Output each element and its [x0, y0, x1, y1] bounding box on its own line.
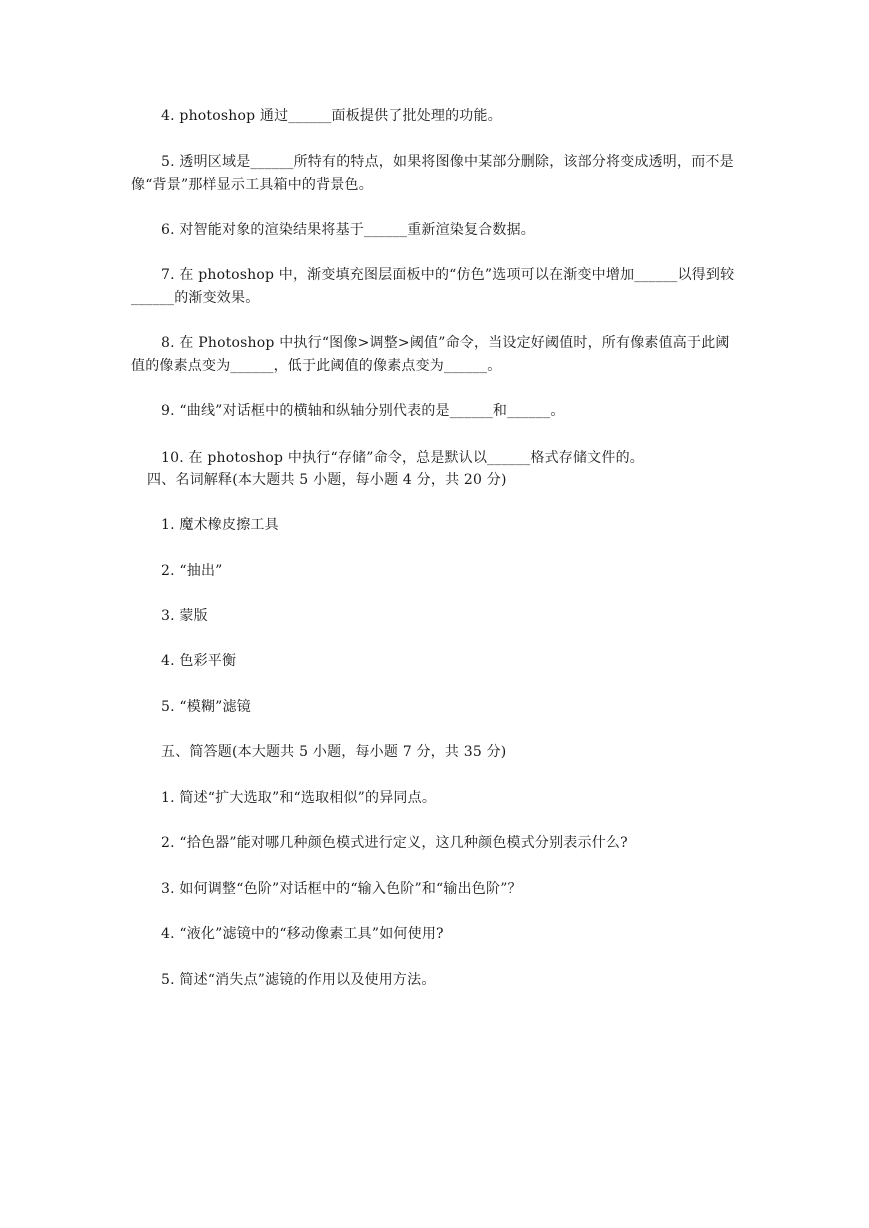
- question-7: 7. 在 photoshop 中，渐变填充图层面板中的“仿色”选项可以在渐变中增加______以得到较______的渐变效果。: [131, 267, 735, 306]
- question-8: 8. 在 Photoshop 中执行“图像>调整>阈值”命令，当设定好阈值时，所有像素值高于此阈值的像素点变为______，低于此阈值的像素点变为______。: [131, 335, 730, 374]
- section-5-item-2: 2. “拾色器”能对哪几种颜色模式进行定义，这几种颜色模式分别表示什么?: [161, 835, 628, 851]
- question-4: 4. photoshop 通过______面板提供了批处理的功能。: [161, 108, 502, 124]
- question-5: 5. 透明区域是______所特有的特点，如果将图像中某部分删除，该部分将变成透明，而不是像“背景”那样显示工具箱中的背景色。: [131, 154, 734, 193]
- question-10: 10. 在 photoshop 中执行“存储”命令，总是默认以______格式存储文件的。: [161, 450, 644, 466]
- section-5-item-4: 4. “液化”滤镜中的“移动像素工具”如何使用?: [161, 926, 444, 942]
- section-4-item-3: 3. 蒙版: [161, 608, 208, 624]
- section-5-item-1: 1. 简述“扩大选取”和“选取相似”的异同点。: [161, 790, 437, 806]
- section-4-item-1: 1. 魔术橡皮擦工具: [161, 517, 279, 533]
- section-5-title: 五、简答题(本大题共 5 小题，每小题 7 分，共 35 分): [161, 744, 507, 760]
- section-4-item-4: 4. 色彩平衡: [161, 653, 237, 669]
- section-4-item-5: 5. “模糊”滤镜: [161, 699, 251, 715]
- section-4-title: 四、名词解释(本大题共 5 小题，每小题 4 分，共 20 分): [147, 472, 507, 488]
- section-5-item-5: 5. 简述“消失点”滤镜的作用以及使用方法。: [161, 972, 436, 988]
- question-9: 9. “曲线”对话框中的横轴和纵轴分别代表的是______和______。: [161, 403, 565, 419]
- question-6: 6. 对智能对象的渲染结果将基于______重新渲染复合数据。: [161, 222, 536, 238]
- section-5-item-3: 3. 如何调整“色阶”对话框中的“输入色阶”和“输出色阶”？: [161, 881, 522, 897]
- section-4-item-2: 2. “抽出”: [161, 563, 223, 579]
